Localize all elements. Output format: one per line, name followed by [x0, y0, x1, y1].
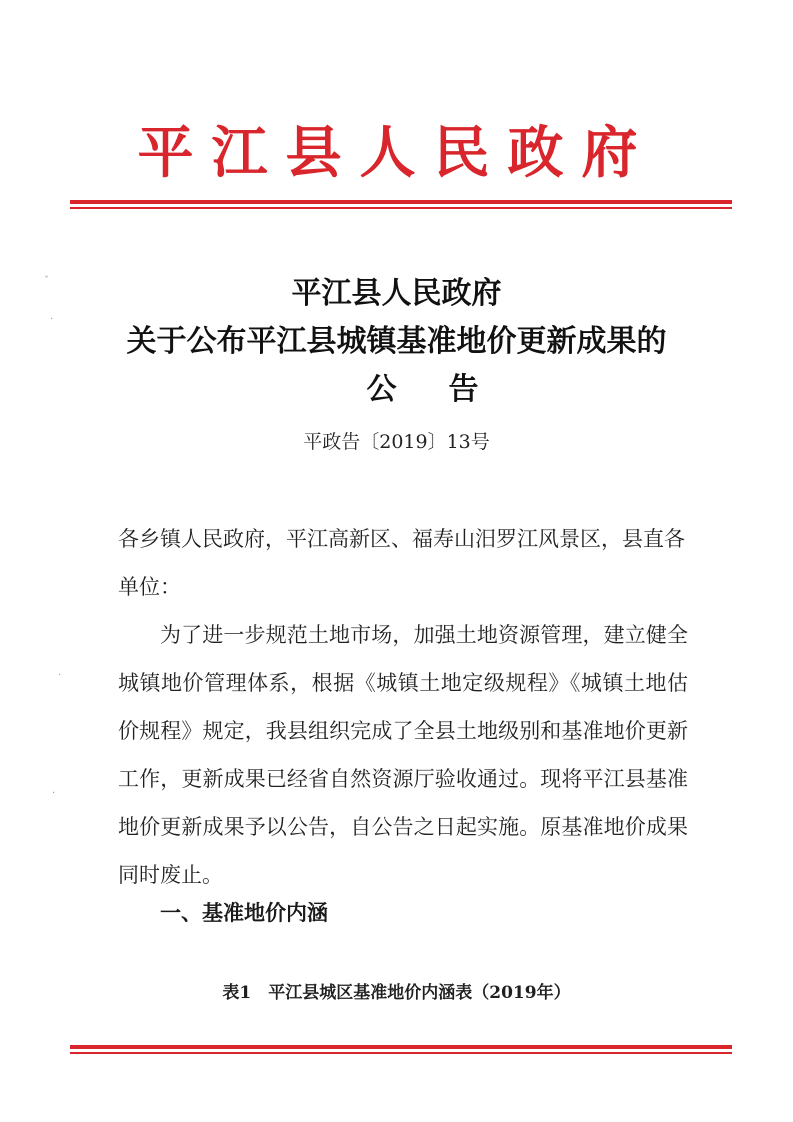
masthead-rule-thick — [70, 200, 732, 204]
scan-speck: ˇ — [44, 276, 49, 287]
salutation-line-1: 各乡镇人民政府，平江高新区、福寿山汨罗江风景区，县直各 — [118, 527, 685, 551]
section-heading: 一、基准地价内涵 — [160, 900, 328, 925]
salutation — [118, 515, 688, 611]
footer-rule-thin — [70, 1052, 732, 1054]
title-line-2: 关于公布平江县城镇基准地价更新成果的 — [126, 324, 667, 359]
scan-speck: · — [58, 670, 62, 681]
scan-speck: · — [52, 788, 56, 799]
main-paragraph-block — [118, 611, 688, 899]
salutation-line-2: 单位： — [118, 575, 181, 599]
document-number: 平政告〔2019〕13号 — [303, 431, 490, 453]
masthead-rule-thin — [70, 207, 732, 209]
title-line-3: 公告 — [366, 372, 531, 407]
title-line-1: 平江县人民政府 — [291, 276, 502, 311]
footer-rule-thick — [70, 1045, 732, 1049]
masthead-title: 平江县人民政府 — [137, 120, 656, 186]
table-caption: 表1 平江县城区基准地价内涵表（2019年） — [222, 983, 571, 1003]
main-paragraph: 为了进一步规范土地市场，加强土地资源管理，建立健全城镇地价管理体系，根据《城镇土地定级规程》《城镇土地估价规程》规定，我县组织完成了全县土地级别和基准地价更新工作，更新成果已经省自然资源厅验收通过。现将平江县基准地价更新成果予以公告，自公告之日起实施。原基准地价成果同时废止。 — [118, 623, 688, 887]
scan-speck: · — [50, 314, 54, 325]
